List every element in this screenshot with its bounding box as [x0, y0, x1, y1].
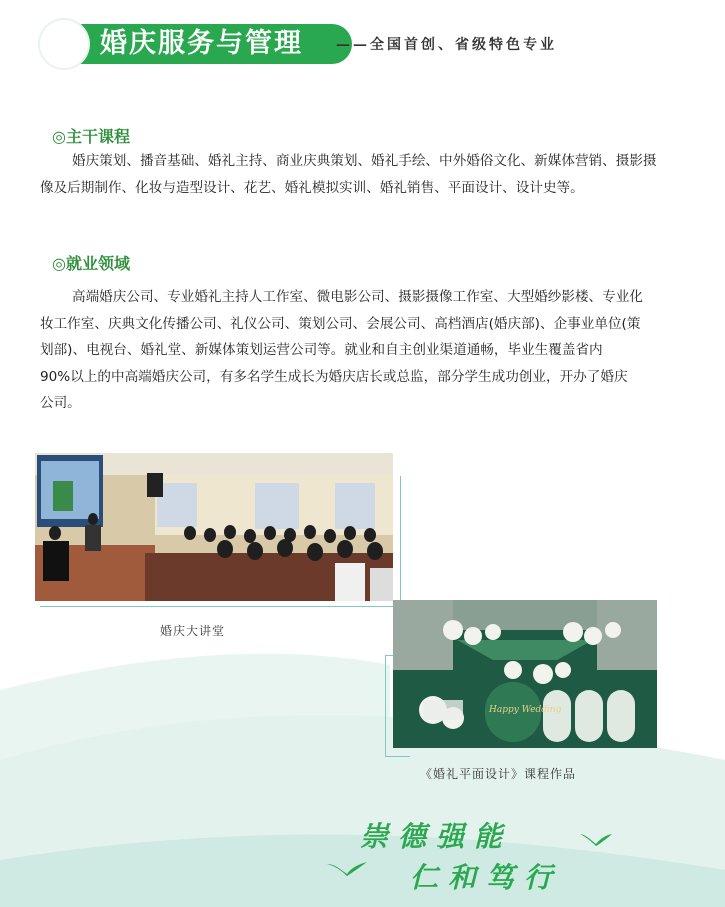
text-line: 妆工作室、庆典文化传播公司、礼仪公司、策划公司、会展公司、高档酒店(婚庆部)、企事业单位(策 [40, 315, 641, 332]
lecture-hall-photo [35, 453, 393, 601]
wedding-sign-text: Happy Wedding [489, 705, 562, 715]
text-line: 划部)、电视台、婚礼堂、新媒体策划运营公司等。就业和自主创业渠道通畅，毕业生覆盖省内 [40, 342, 603, 358]
bird-icon [325, 858, 369, 878]
header-circle-ornament [40, 20, 88, 68]
core-courses-text [40, 148, 680, 201]
section-heading-employment: ◎就业领域 [52, 254, 130, 273]
section-heading-core-courses: ◎主干课程 [52, 127, 130, 146]
text-line: 像及后期制作、化妆与造型设计、花艺、婚礼模拟实训、婚礼销售、平面设计、设计史等。 [40, 179, 584, 196]
design-photo-caption: 《婚礼平面设计》课程作品 [420, 767, 577, 781]
lecture-photo-caption: 婚庆大讲堂 [160, 624, 226, 638]
employment-text [40, 284, 680, 417]
page-title: 婚庆服务与管理 [100, 28, 303, 59]
slogan-line-1: 崇德强能 [360, 820, 513, 853]
bird-icon [578, 830, 614, 848]
text-line: 90%以上的中高端婚庆公司，有多名学生成长为婚庆店长或总监，部分学生成功创业，开办了婚庆 [40, 368, 628, 385]
page-subtitle: ——全国首创、省级特色专业 [336, 37, 557, 53]
text-line: 公司。 [40, 395, 81, 411]
wedding-design-photo [393, 600, 657, 748]
text-line: 高端婚庆公司、专业婚礼主持人工作室、微电影公司、摄影摄像工作室、大型婚纱影楼、专业化 [72, 289, 643, 305]
text-line: 婚庆策划、播音基础、婚礼主持、商业庆典策划、婚礼手绘、中外婚俗文化、新媒体营销、摄影摄 [72, 153, 657, 169]
page-header [40, 20, 680, 68]
slogan-line-2: 仁和笃行 [410, 861, 563, 894]
